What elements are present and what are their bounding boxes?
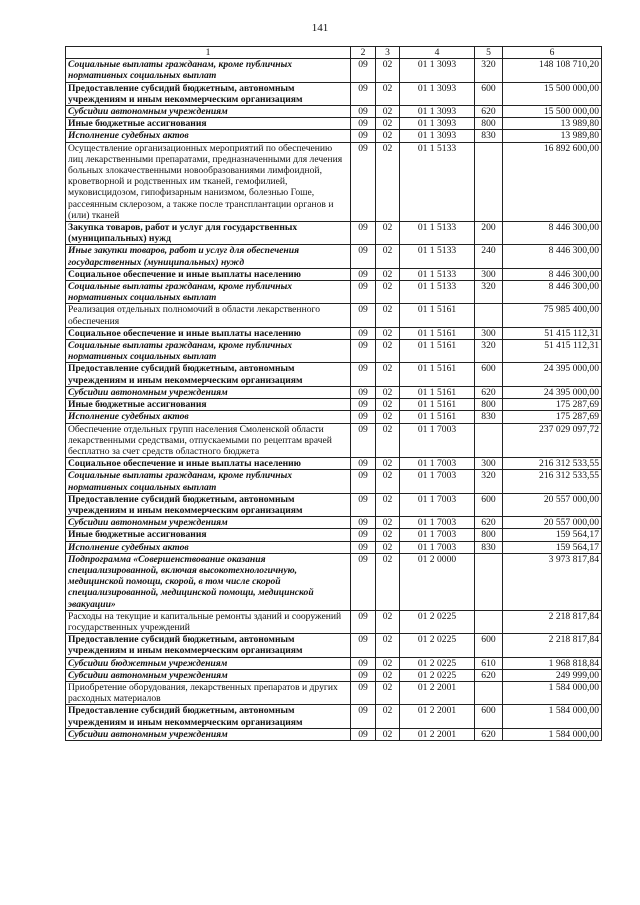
row-subsection: 02 [376, 130, 400, 142]
row-name: Социальные выплаты гражданам, кроме публичных нормативных социальных выплат [66, 281, 351, 304]
row-section: 09 [351, 411, 376, 423]
table-row [66, 399, 602, 411]
table-row [66, 657, 602, 669]
row-expense-kind: 600 [475, 363, 503, 386]
row-target-article: 01 1 3093 [400, 59, 475, 82]
row-section: 09 [351, 669, 376, 681]
row-expense-kind: 800 [475, 399, 503, 411]
row-name: Субсидии автономным учреждениям [66, 517, 351, 529]
table-row [66, 130, 602, 142]
row-name: Социальные выплаты гражданам, кроме публичных нормативных социальных выплат [66, 470, 351, 493]
row-subsection: 02 [376, 222, 400, 245]
row-expense-kind: 830 [475, 130, 503, 142]
table-row [66, 553, 602, 610]
row-expense-kind [475, 423, 503, 458]
row-name: Предоставление субсидий бюджетным, автономным учреждениям и иным некоммерческим организациям [66, 82, 351, 105]
row-target-article: 01 1 5133 [400, 222, 475, 245]
row-expense-kind: 620 [475, 517, 503, 529]
row-expense-kind: 830 [475, 411, 503, 423]
row-target-article: 01 1 5133 [400, 245, 475, 268]
row-subsection: 02 [376, 493, 400, 516]
row-section: 09 [351, 222, 376, 245]
table-row [66, 705, 602, 728]
row-subsection: 02 [376, 669, 400, 681]
row-amount: 16 892 600,00 [503, 142, 602, 221]
row-name: Предоставление субсидий бюджетным, автономным учреждениям и иным некоммерческим организациям [66, 705, 351, 728]
row-expense-kind: 620 [475, 728, 503, 740]
row-subsection: 02 [376, 517, 400, 529]
row-section: 09 [351, 399, 376, 411]
row-amount: 148 108 710,20 [503, 59, 602, 82]
row-section: 09 [351, 529, 376, 541]
row-subsection: 02 [376, 610, 400, 633]
row-section: 09 [351, 130, 376, 142]
row-section: 09 [351, 142, 376, 221]
row-target-article: 01 1 5161 [400, 411, 475, 423]
row-amount: 8 446 300,00 [503, 281, 602, 304]
table-row [66, 634, 602, 657]
row-name: Предоставление субсидий бюджетным, автономным учреждениям и иным некоммерческим организациям [66, 634, 351, 657]
row-target-article: 01 2 2001 [400, 728, 475, 740]
row-expense-kind: 240 [475, 245, 503, 268]
table-row [66, 386, 602, 398]
row-section: 09 [351, 327, 376, 339]
row-section: 09 [351, 268, 376, 280]
table-row [66, 82, 602, 105]
column-header-subsection: 3 [376, 47, 400, 59]
row-target-article: 01 1 3093 [400, 106, 475, 118]
row-section: 09 [351, 728, 376, 740]
row-subsection: 02 [376, 681, 400, 704]
row-target-article: 01 1 5133 [400, 281, 475, 304]
row-target-article: 01 1 7003 [400, 517, 475, 529]
table-row [66, 268, 602, 280]
table-row [66, 106, 602, 118]
row-expense-kind [475, 553, 503, 610]
row-section: 09 [351, 82, 376, 105]
row-section: 09 [351, 705, 376, 728]
row-target-article: 01 1 7003 [400, 529, 475, 541]
row-name: Иные бюджетные ассигнования [66, 118, 351, 130]
row-section: 09 [351, 517, 376, 529]
row-expense-kind: 300 [475, 327, 503, 339]
row-target-article: 01 1 3093 [400, 118, 475, 130]
row-name: Подпрограмма «Совершенствование оказания специализированной, включая высокотехнологичную, медицинской помощи, скорой, в том числе скорой специализированной, медицинской помощи, медицинской эвакуации» [66, 553, 351, 610]
row-expense-kind: 300 [475, 268, 503, 280]
row-expense-kind: 300 [475, 458, 503, 470]
row-subsection: 02 [376, 529, 400, 541]
row-amount: 216 312 533,55 [503, 458, 602, 470]
row-section: 09 [351, 304, 376, 327]
row-amount: 20 557 000,00 [503, 493, 602, 516]
row-expense-kind [475, 610, 503, 633]
row-name: Исполнение судебных актов [66, 541, 351, 553]
budget-table [65, 46, 602, 741]
table-row [66, 541, 602, 553]
table-row [66, 245, 602, 268]
row-name: Субсидии автономным учреждениям [66, 386, 351, 398]
row-subsection: 02 [376, 281, 400, 304]
row-subsection: 02 [376, 411, 400, 423]
row-subsection: 02 [376, 340, 400, 363]
row-section: 09 [351, 657, 376, 669]
row-section: 09 [351, 541, 376, 553]
row-section: 09 [351, 59, 376, 82]
row-target-article: 01 1 5161 [400, 327, 475, 339]
page-number: 141 [311, 22, 329, 34]
row-name: Предоставление субсидий бюджетным, автономным учреждениям и иным некоммерческим организациям [66, 363, 351, 386]
row-amount: 2 218 817,84 [503, 610, 602, 633]
row-section: 09 [351, 458, 376, 470]
row-name: Приобретение оборудования, лекарственных препаратов и других расходных материалов [66, 681, 351, 704]
row-subsection: 02 [376, 657, 400, 669]
row-expense-kind: 610 [475, 657, 503, 669]
row-name: Субсидии автономным учреждениям [66, 728, 351, 740]
table-row [66, 493, 602, 516]
row-subsection: 02 [376, 327, 400, 339]
row-section: 09 [351, 245, 376, 268]
row-name: Обеспечение отдельных групп населения Смоленской области лекарственными средствами, отпускаемыми по рецептам врачей бесплатно за счет средств областного бюджета [66, 423, 351, 458]
row-expense-kind [475, 681, 503, 704]
row-target-article: 01 1 5161 [400, 304, 475, 327]
column-header-name: 1 [66, 47, 351, 59]
column-header-section: 2 [351, 47, 376, 59]
row-amount: 1 584 000,00 [503, 681, 602, 704]
row-subsection: 02 [376, 82, 400, 105]
row-subsection: 02 [376, 268, 400, 280]
row-name: Субсидии автономным учреждениям [66, 106, 351, 118]
row-subsection: 02 [376, 118, 400, 130]
row-name: Исполнение судебных актов [66, 411, 351, 423]
row-name: Социальное обеспечение и иные выплаты населению [66, 268, 351, 280]
row-target-article: 01 1 7003 [400, 423, 475, 458]
row-amount: 13 989,80 [503, 118, 602, 130]
row-target-article: 01 1 7003 [400, 541, 475, 553]
column-header-expense-kind: 5 [475, 47, 503, 59]
table-row [66, 458, 602, 470]
row-name: Реализация отдельных полномочий в области лекарственного обеспечения [66, 304, 351, 327]
row-expense-kind: 320 [475, 59, 503, 82]
table-row [66, 142, 602, 221]
table-row [66, 118, 602, 130]
row-amount: 8 446 300,00 [503, 268, 602, 280]
row-subsection: 02 [376, 458, 400, 470]
row-expense-kind: 200 [475, 222, 503, 245]
row-name: Иные закупки товаров, работ и услуг для обеспечения государственных (муниципальных) нужд [66, 245, 351, 268]
row-expense-kind: 830 [475, 541, 503, 553]
row-target-article: 01 2 2001 [400, 681, 475, 704]
row-target-article: 01 1 5161 [400, 399, 475, 411]
table-row [66, 59, 602, 82]
row-subsection: 02 [376, 142, 400, 221]
header-row [66, 47, 602, 59]
table-row [66, 363, 602, 386]
row-expense-kind: 600 [475, 705, 503, 728]
row-subsection: 02 [376, 728, 400, 740]
row-section: 09 [351, 634, 376, 657]
row-expense-kind: 320 [475, 470, 503, 493]
row-target-article: 01 1 5161 [400, 363, 475, 386]
row-amount: 8 446 300,00 [503, 222, 602, 245]
row-name: Субсидии автономным учреждениям [66, 669, 351, 681]
row-target-article: 01 1 3093 [400, 82, 475, 105]
row-amount: 175 287,69 [503, 411, 602, 423]
row-section: 09 [351, 470, 376, 493]
row-amount: 2 218 817,84 [503, 634, 602, 657]
row-target-article: 01 2 0225 [400, 657, 475, 669]
row-expense-kind: 320 [475, 340, 503, 363]
row-target-article: 01 2 0225 [400, 634, 475, 657]
row-amount: 237 029 097,72 [503, 423, 602, 458]
row-name: Осуществление организационных мероприятий по обеспечению лиц лекарственными препаратами, предназначенными для лечения больных злокачественными новообразованиями лимфоидной, кроветворной и родственных им тканей, гемофилией, муковисцидозом, гипофизарным нанизмом, болезнью Гоше, рассеянным склерозом, а также после трансплантации органов и (или) тканей [66, 142, 351, 221]
row-target-article: 01 1 7003 [400, 458, 475, 470]
row-subsection: 02 [376, 634, 400, 657]
row-section: 09 [351, 610, 376, 633]
table-row [66, 529, 602, 541]
table-row [66, 281, 602, 304]
row-target-article: 01 2 0000 [400, 553, 475, 610]
row-amount: 20 557 000,00 [503, 517, 602, 529]
row-name: Расходы на текущие и капитальные ремонты зданий и сооружений государственных учреждений [66, 610, 351, 633]
row-expense-kind: 800 [475, 529, 503, 541]
table-row [66, 327, 602, 339]
row-target-article: 01 1 3093 [400, 130, 475, 142]
row-target-article: 01 1 5161 [400, 340, 475, 363]
row-subsection: 02 [376, 106, 400, 118]
row-section: 09 [351, 118, 376, 130]
row-section: 09 [351, 106, 376, 118]
row-section: 09 [351, 423, 376, 458]
row-amount: 8 446 300,00 [503, 245, 602, 268]
row-name: Иные бюджетные ассигнования [66, 529, 351, 541]
row-name: Социальные выплаты гражданам, кроме публичных нормативных социальных выплат [66, 340, 351, 363]
table-row [66, 411, 602, 423]
table-row [66, 470, 602, 493]
row-subsection: 02 [376, 386, 400, 398]
row-section: 09 [351, 553, 376, 610]
column-header-amount: 6 [503, 47, 602, 59]
table-row [66, 681, 602, 704]
row-expense-kind: 620 [475, 669, 503, 681]
row-subsection: 02 [376, 423, 400, 458]
row-expense-kind: 600 [475, 634, 503, 657]
row-amount: 159 564,17 [503, 529, 602, 541]
row-subsection: 02 [376, 304, 400, 327]
row-subsection: 02 [376, 470, 400, 493]
row-section: 09 [351, 386, 376, 398]
row-subsection: 02 [376, 553, 400, 610]
row-target-article: 01 1 7003 [400, 493, 475, 516]
row-amount: 249 999,00 [503, 669, 602, 681]
row-amount: 13 989,80 [503, 130, 602, 142]
row-subsection: 02 [376, 59, 400, 82]
row-expense-kind: 620 [475, 106, 503, 118]
row-amount: 1 584 000,00 [503, 728, 602, 740]
row-amount: 159 564,17 [503, 541, 602, 553]
row-target-article: 01 1 5133 [400, 268, 475, 280]
table-row [66, 423, 602, 458]
row-section: 09 [351, 493, 376, 516]
row-target-article: 01 1 5161 [400, 386, 475, 398]
row-target-article: 01 2 0225 [400, 610, 475, 633]
row-subsection: 02 [376, 245, 400, 268]
row-amount: 24 395 000,00 [503, 386, 602, 398]
table-row [66, 517, 602, 529]
row-expense-kind [475, 142, 503, 221]
row-expense-kind: 620 [475, 386, 503, 398]
row-amount: 51 415 112,31 [503, 340, 602, 363]
row-name: Социальное обеспечение и иные выплаты населению [66, 458, 351, 470]
row-target-article: 01 1 5133 [400, 142, 475, 221]
row-name: Социальное обеспечение и иные выплаты населению [66, 327, 351, 339]
row-section: 09 [351, 340, 376, 363]
row-section: 09 [351, 281, 376, 304]
table-row [66, 669, 602, 681]
row-amount: 1 968 818,84 [503, 657, 602, 669]
row-target-article: 01 1 7003 [400, 470, 475, 493]
row-section: 09 [351, 681, 376, 704]
table-row [66, 728, 602, 740]
row-amount: 51 415 112,31 [503, 327, 602, 339]
table-row [66, 340, 602, 363]
row-expense-kind: 600 [475, 493, 503, 516]
row-subsection: 02 [376, 541, 400, 553]
row-amount: 24 395 000,00 [503, 363, 602, 386]
row-name: Иные бюджетные ассигнования [66, 399, 351, 411]
row-section: 09 [351, 363, 376, 386]
table-row [66, 610, 602, 633]
row-target-article: 01 2 0225 [400, 669, 475, 681]
row-name: Предоставление субсидий бюджетным, автономным учреждениям и иным некоммерческим организациям [66, 493, 351, 516]
row-name: Исполнение судебных актов [66, 130, 351, 142]
row-amount: 216 312 533,55 [503, 470, 602, 493]
row-expense-kind: 600 [475, 82, 503, 105]
row-name: Субсидии бюджетным учреждениям [66, 657, 351, 669]
row-amount: 175 287,69 [503, 399, 602, 411]
table-row [66, 222, 602, 245]
row-expense-kind: 800 [475, 118, 503, 130]
table-row [66, 304, 602, 327]
row-expense-kind: 320 [475, 281, 503, 304]
row-amount: 1 584 000,00 [503, 705, 602, 728]
row-name: Социальные выплаты гражданам, кроме публичных нормативных социальных выплат [66, 59, 351, 82]
row-subsection: 02 [376, 399, 400, 411]
row-amount: 15 500 000,00 [503, 106, 602, 118]
row-amount: 15 500 000,00 [503, 82, 602, 105]
row-name: Закупка товаров, работ и услуг для государственных (муниципальных) нужд [66, 222, 351, 245]
column-header-target-article: 4 [400, 47, 475, 59]
row-subsection: 02 [376, 705, 400, 728]
row-amount: 75 985 400,00 [503, 304, 602, 327]
row-amount: 3 973 817,84 [503, 553, 602, 610]
row-subsection: 02 [376, 363, 400, 386]
row-expense-kind [475, 304, 503, 327]
row-target-article: 01 2 2001 [400, 705, 475, 728]
